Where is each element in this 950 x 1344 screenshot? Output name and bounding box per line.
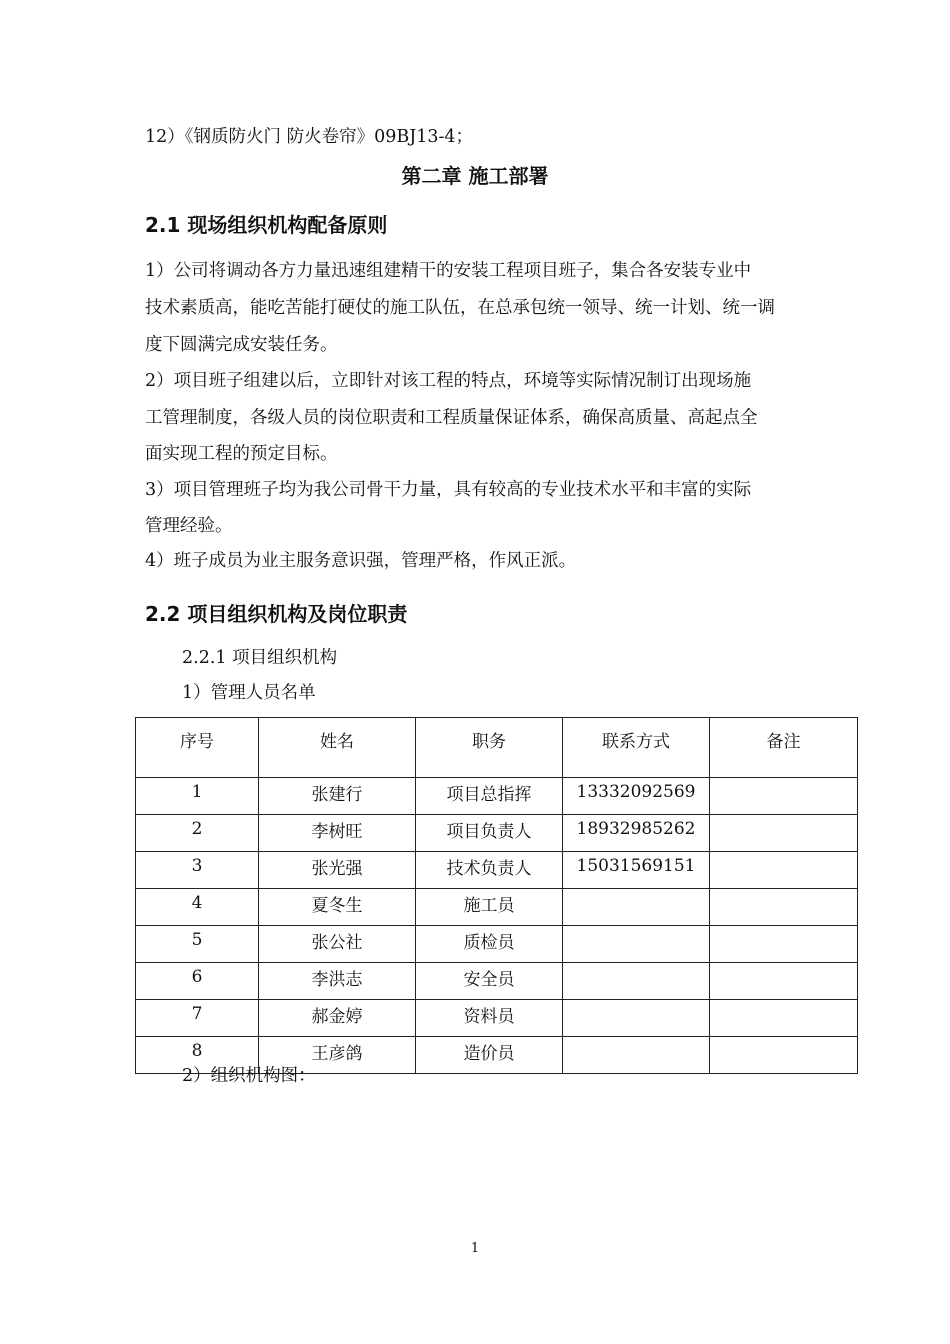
cell-name: 夏冬生 — [259, 889, 416, 926]
cell-remarks — [710, 963, 858, 1000]
table-row — [136, 963, 858, 1000]
paragraph-line: 3）项目管理班子均为我公司骨干力量，具有较高的专业技术水平和丰富的实际 — [145, 480, 752, 500]
cell-position: 项目总指挥 — [416, 778, 563, 815]
paragraph-line: 管理经验。 — [145, 516, 233, 536]
paragraph-line: 1）公司将调动各方力量迅速组建精干的安装工程项目班子，集合各安装专业中 — [145, 261, 752, 281]
cell-index: 7 — [136, 1000, 259, 1037]
cell-position: 安全员 — [416, 963, 563, 1000]
cell-index: 4 — [136, 889, 259, 926]
cell-position: 造价员 — [416, 1037, 563, 1074]
staff-list-title: 1）管理人员名单 — [182, 683, 316, 703]
cell-name: 郝金婷 — [259, 1000, 416, 1037]
cell-index: 2 — [136, 815, 259, 852]
cell-index: 8 — [136, 1037, 259, 1074]
header-name: 姓名 — [259, 718, 416, 778]
paragraph-line: 工管理制度，各级人员的岗位职责和工程质量保证体系，确保高质量、高起点全 — [145, 408, 758, 428]
cell-contact — [563, 1037, 710, 1074]
chapter-title: 第二章 施工部署 — [401, 164, 549, 188]
cell-index: 6 — [136, 963, 259, 1000]
cell-remarks — [710, 1037, 858, 1074]
cell-remarks — [710, 1000, 858, 1037]
cell-remarks — [710, 815, 858, 852]
table-row — [136, 1000, 858, 1037]
cell-contact — [563, 926, 710, 963]
header-index: 序号 — [136, 718, 259, 778]
cell-name: 李树旺 — [259, 815, 416, 852]
cell-remarks — [710, 926, 858, 963]
cell-name: 张建行 — [259, 778, 416, 815]
paragraph-line: 面实现工程的预定目标。 — [145, 444, 338, 464]
sub-heading-2-2-1: 2.2.1 项目组织机构 — [182, 648, 338, 668]
cell-index: 5 — [136, 926, 259, 963]
section-heading-2-1: 2.1 现场组织机构配备原则 — [145, 213, 388, 237]
table-row — [136, 815, 858, 852]
cell-name: 张光强 — [259, 852, 416, 889]
page-number: 1 — [470, 1241, 480, 1256]
paragraph-line: 2）项目班子组建以后，立即针对该工程的特点，环境等实际情况制订出现场施 — [145, 371, 752, 391]
cell-contact — [563, 963, 710, 1000]
paragraph-line: 4）班子成员为业主服务意识强，管理严格，作风正派。 — [145, 551, 577, 571]
cell-remarks — [710, 778, 858, 815]
cell-remarks — [710, 852, 858, 889]
header-remarks: 备注 — [710, 718, 858, 778]
cell-position: 施工员 — [416, 889, 563, 926]
table-row — [136, 778, 858, 815]
cell-contact: 18932985262 — [563, 815, 710, 852]
cell-index: 1 — [136, 778, 259, 815]
cell-contact — [563, 1000, 710, 1037]
cell-name: 张公社 — [259, 926, 416, 963]
table-row — [136, 852, 858, 889]
section-heading-2-2: 2.2 项目组织机构及岗位职责 — [145, 602, 408, 626]
cell-position: 质检员 — [416, 926, 563, 963]
cell-contact: 13332092569 — [563, 778, 710, 815]
cell-contact: 15031569151 — [563, 852, 710, 889]
header-contact: 联系方式 — [563, 718, 710, 778]
cell-position: 项目负责人 — [416, 815, 563, 852]
org-chart-label: 2）组织机构图： — [182, 1066, 316, 1086]
table-header-row — [136, 718, 858, 778]
paragraph-line: 度下圆满完成安装任务。 — [145, 335, 338, 355]
cell-position: 技术负责人 — [416, 852, 563, 889]
cell-name: 王彦鸽 — [259, 1037, 416, 1074]
cell-position: 资料员 — [416, 1000, 563, 1037]
table-row — [136, 926, 858, 963]
staff-table — [135, 717, 858, 1074]
paragraph-line: 技术素质高，能吃苦能打硬仗的施工队伍，在总承包统一领导、统一计划、统一调 — [145, 298, 775, 318]
standard-reference-line: 12）《钢质防火门 防火卷帘》09BJ13-4； — [145, 127, 474, 147]
cell-name: 李洪志 — [259, 963, 416, 1000]
header-position: 职务 — [416, 718, 563, 778]
cell-contact — [563, 889, 710, 926]
cell-index: 3 — [136, 852, 259, 889]
cell-remarks — [710, 889, 858, 926]
table-row — [136, 889, 858, 926]
